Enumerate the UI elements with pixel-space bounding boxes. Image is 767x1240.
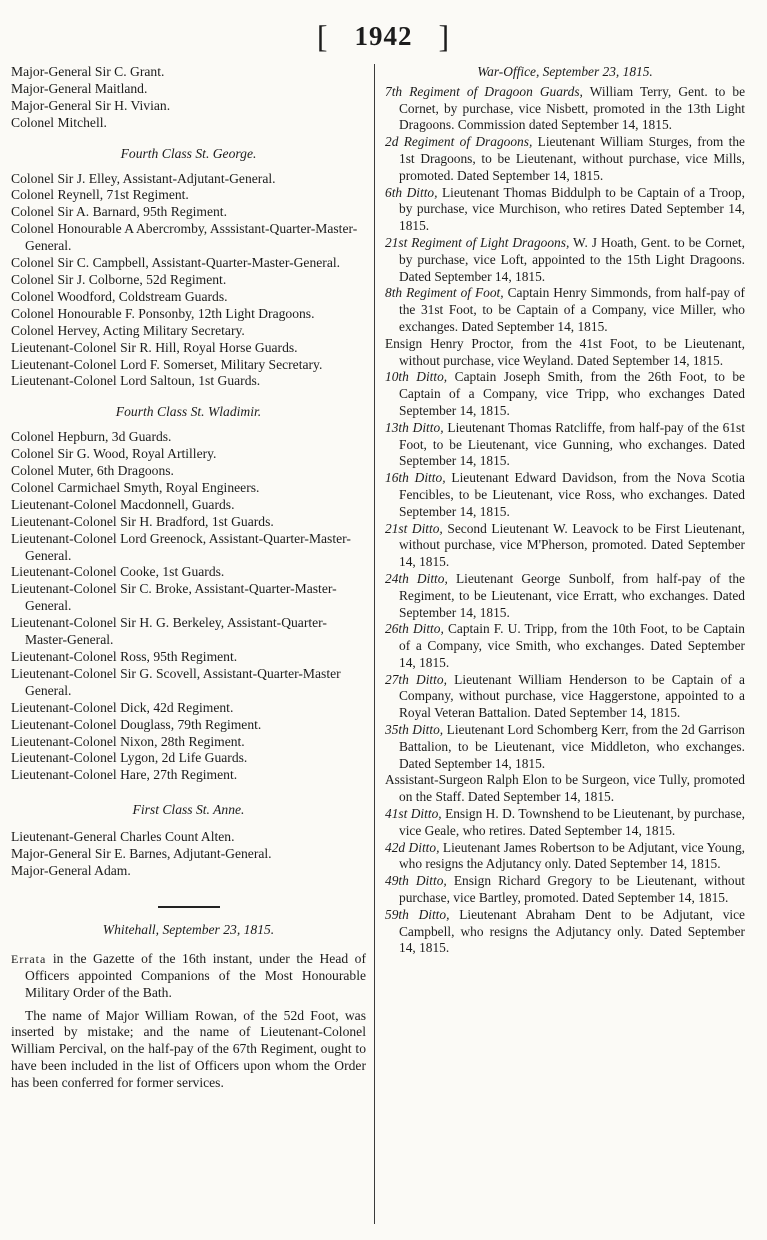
gazette-entry	[385, 621, 745, 671]
list-item: Lieutenant-Colonel Sir H. G. Berkeley, Assistant-Quarter-Master-General.	[11, 615, 327, 648]
gazette-entry	[385, 772, 745, 806]
list-item: Lieutenant-Colonel Douglass, 79th Regiment.	[11, 716, 262, 732]
gazette-entry	[385, 235, 745, 285]
list-item: Major-General Adam.	[11, 862, 131, 878]
list-item: Lieutenant-Colonel Hare, 27th Regiment.	[11, 767, 238, 783]
gazette-entry	[385, 336, 745, 370]
entry-lead: 26th Ditto,	[385, 621, 444, 637]
entry-lead: 27th Ditto,	[385, 671, 447, 687]
list-item: Colonel Sir G. Wood, Royal Artillery.	[11, 446, 217, 462]
gazette-entry	[385, 285, 745, 335]
entry-text: William Terry, Gent. to be Cornet, by purchase, vice Nisbett, promoted in the 13th Light Dragoons. Commission dated September 14, 1815.	[399, 83, 746, 133]
war-office-entries	[385, 84, 745, 957]
entry-lead: 13th Ditto,	[385, 419, 444, 435]
list-item: Colonel Woodford, Coldstream Guards.	[11, 288, 228, 304]
entry-text: Lieutenant Thomas Ratcliffe, from half-pay of the 61st Foot, to be Lieutenant, vice Gunning, who exchanges. Dated September 14, 1815.	[399, 419, 745, 469]
bracket-left: [	[316, 18, 329, 54]
gazette-entry	[385, 806, 745, 840]
entry-text: W. J Hoath, Gent. to be Cornet, by purchase, vice Loft, appointed to the 15th Light Dragoons. Dated September 14, 1815.	[399, 234, 745, 284]
entry-lead: 24th Ditto,	[385, 570, 448, 586]
gazette-entry	[385, 84, 745, 134]
list-item: Major-General Sir E. Barnes, Adjutant-General.	[11, 846, 272, 862]
gazette-entry	[385, 185, 745, 235]
entry-text: Second Lieutenant W. Leavock to be First Lieutenant, without purchase, vice M'Pherson, promoted. Dated September 14, 1815.	[399, 520, 746, 570]
list-item: Lieutenant-Colonel Sir C. Broke, Assistant-Quarter-Master-General.	[11, 581, 337, 614]
list-item: Lieutenant-Colonel Nixon, 28th Regiment.	[11, 733, 245, 749]
list-item: Major-General Maitland.	[11, 80, 148, 96]
list-item: Major-General Sir H. Vivian.	[11, 97, 171, 113]
st-wladimir-list	[11, 429, 366, 784]
entry-text: Assistant-Surgeon Ralph Elon to be Surgeon, vice Tully, promoted on the Staff. Dated September 14, 1815.	[385, 772, 745, 805]
st-george-list	[11, 171, 366, 391]
column-divider	[374, 64, 375, 1224]
list-item: Colonel Hepburn, 3d Guards.	[11, 429, 172, 445]
gazette-entry	[385, 722, 745, 772]
errata-label: Errata	[11, 951, 47, 966]
entry-text: Captain Joseph Smith, from the 26th Foot, to be Captain of a Company, vice Tripp, who exchanges Dated September 14, 1815.	[399, 369, 745, 418]
entry-text: Captain Henry Simmonds, from half-pay of the 31st Foot, to be Captain of a Company, vice Miller, who exchanges. Dated September 14, 1815.	[399, 285, 745, 334]
list-item: Colonel Sir C. Campbell, Assistant-Quarter-Master-General.	[11, 255, 341, 271]
page-header	[0, 18, 767, 54]
war-office-heading: War-Office, September 23, 1815.	[477, 64, 653, 79]
entry-text: Lieutenant George Sunbolf, from half-pay of the Regiment, to be Lieutenant, vice Erratt, who exchanges. Dated September 14, 1815.	[399, 570, 745, 620]
section-rule	[158, 906, 220, 908]
gazette-entry	[385, 470, 745, 520]
list-item: Lieutenant-Colonel Lygon, 2d Life Guards.	[11, 750, 248, 766]
list-item: Colonel Carmichael Smyth, Royal Engineers.	[11, 479, 260, 495]
entry-text: Lieutenant Edward Davidson, from the Nova Scotia Fencibles, to be Lieutenant, vice Ross, who exchanges. Dated September 14, 1815.	[399, 470, 745, 519]
list-item: Colonel Muter, 6th Dragoons.	[11, 463, 174, 479]
list-item: Lieutenant-Colonel Cooke, 1st Guards.	[11, 564, 225, 580]
entry-lead: 8th Regiment of Foot,	[385, 285, 504, 301]
errata-correction-paragraph: The name of Major William Rowan, of the 52d Foot, was inserted by mistake; and the name of Lieutenant-Colonel William Percival, on the half-pay of the 67th Regiment, ought to have been included in the list of Officers upon whom the Order has been conferred for former services.	[11, 1007, 366, 1091]
list-item: Lieutenant-Colonel Sir G. Scovell, Assistant-Quarter-Master General.	[11, 665, 341, 698]
list-item: Colonel Honourable A Abercromby, Asssistant-Quarter-Master-General.	[11, 221, 358, 254]
section-heading-st-anne: First Class St. Anne.	[132, 802, 245, 818]
entry-text: Lieutenant James Robertson to be Adjutant, vice Young, who resigns the Adjutancy only. Dated September 14, 1815.	[399, 839, 745, 872]
entry-text: Ensign H. D. Townshend to be Lieutenant, by purchase, vice Geale, who retires. Dated September 14, 1815.	[399, 806, 745, 838]
list-item: Colonel Hervey, Acting Military Secretary.	[11, 322, 245, 338]
list-item: Lieutenant-General Charles Count Alten.	[11, 829, 235, 845]
whitehall-heading: Whitehall, September 23, 1815.	[102, 921, 275, 937]
entry-text: Lieutenant Abraham Dent to be Adjutant, vice Campbell, who resigns the Adjutancy only. Dated September 14, 1815.	[399, 906, 745, 956]
gazette-entry	[385, 672, 745, 722]
gazette-entry	[385, 369, 745, 419]
gazette-entry	[385, 907, 745, 957]
page-number: 1942	[354, 21, 413, 51]
gazette-entry	[385, 571, 745, 621]
left-column	[11, 64, 366, 1092]
list-item: Colonel Mitchell.	[11, 114, 107, 130]
entry-text: Ensign Henry Proctor, from the 41st Foot, to be Lieutenant, without purchase, vice Weyland. Dated September 14, 1815.	[385, 335, 745, 368]
errata-paragraph	[11, 951, 366, 1002]
gazette-entry	[385, 134, 745, 184]
intro-list	[11, 64, 366, 132]
section-heading-st-george: Fourth Class St. George.	[120, 145, 257, 161]
entry-text: Ensign Richard Gregory to be Lieutenant, without purchase, vice Bartley, promoted. Dated September 14, 1815.	[399, 873, 745, 906]
st-anne-list	[11, 829, 366, 880]
entry-text: Captain F. U. Tripp, from the 10th Foot, to be Captain of a Company, vice Smith, who exchanges. Dated September 14, 1815.	[399, 621, 745, 670]
entry-lead: 21st Ditto,	[385, 520, 443, 536]
entry-text: Lieutenant Thomas Biddulph to be Captain of a Troop, by purchase, vice Murchison, who retires Dated September 14, 1815.	[399, 184, 745, 234]
list-item: Colonel Reynell, 71st Regiment.	[11, 187, 189, 203]
entry-lead: 42d Ditto,	[385, 839, 440, 855]
entry-lead: 16th Ditto,	[385, 470, 446, 486]
entry-lead: 6th Ditto,	[385, 184, 438, 200]
entry-lead: 41st Ditto,	[385, 806, 442, 822]
entry-text: Lieutenant William Sturges, from the 1st Dragoons, to be Lieutenant, without purchase, vice Mills, promoted. Dated September 14, 1815.	[399, 134, 745, 183]
list-item: Lieutenant-Colonel Macdonnell, Guards.	[11, 496, 235, 512]
errata-text: in the Gazette of the 16th instant, under the Head of Officers appointed Companions of the Most Honourable Military Order of the Bath.	[25, 950, 367, 1000]
gazette-entry	[385, 840, 745, 874]
entry-lead: 7th Regiment of Dragoon Guards,	[385, 83, 583, 99]
list-item: Lieutenant-Colonel Ross, 95th Regiment.	[11, 649, 238, 664]
right-column	[385, 64, 745, 957]
list-item: Colonel Sir J. Elley, Assistant-Adjutant-General.	[11, 170, 276, 186]
list-item: Lieutenant-Colonel Lord Greenock, Assistant-Quarter-Master-General.	[11, 530, 351, 563]
entry-text: Lieutenant Lord Schomberg Kerr, from the 2d Garrison Battalion, to be Lieutenant, vice Middleton, who exchanges. Dated September 14, 1815.	[399, 722, 745, 771]
list-item: Colonel Sir A. Barnard, 95th Regiment.	[11, 204, 227, 220]
list-item: Lieutenant-Colonel Dick, 42d Regiment.	[11, 699, 234, 715]
section-heading-st-wladimir: Fourth Class St. Wladimir.	[115, 404, 262, 420]
list-item: Colonel Honourable F. Ponsonby, 12th Light Dragoons.	[11, 305, 315, 321]
gazette-entry	[385, 873, 745, 907]
entry-lead: 59th Ditto,	[385, 906, 450, 922]
entry-lead: 10th Ditto,	[385, 369, 448, 385]
list-item: Lieutenant-Colonel Sir H. Bradford, 1st Guards.	[11, 513, 274, 529]
bracket-right: ]	[438, 18, 451, 54]
gazette-entry	[385, 521, 745, 571]
list-item: Major-General Sir C. Grant.	[11, 64, 165, 79]
gazette-entry	[385, 420, 745, 470]
list-item: Lieutenant-Colonel Lord Saltoun, 1st Guards.	[11, 373, 261, 389]
entry-lead: 21st Regiment of Light Dragoons,	[385, 234, 570, 250]
entry-text: Lieutenant William Henderson to be Captain of a Company, without purchase, vice Haggerstone, appointed to a Royal Veteran Battalion. Dated September 14, 1815.	[399, 671, 745, 721]
entry-lead: 35th Ditto,	[385, 722, 444, 738]
list-item: Lieutenant-Colonel Lord F. Somerset, Military Secretary.	[11, 356, 323, 372]
entry-lead: 49th Ditto,	[385, 873, 447, 889]
list-item: Lieutenant-Colonel Sir R. Hill, Royal Horse Guards.	[11, 339, 298, 355]
entry-lead: 2d Regiment of Dragoons,	[385, 134, 533, 150]
list-item: Colonel Sir J. Colborne, 52d Regiment.	[11, 271, 227, 287]
